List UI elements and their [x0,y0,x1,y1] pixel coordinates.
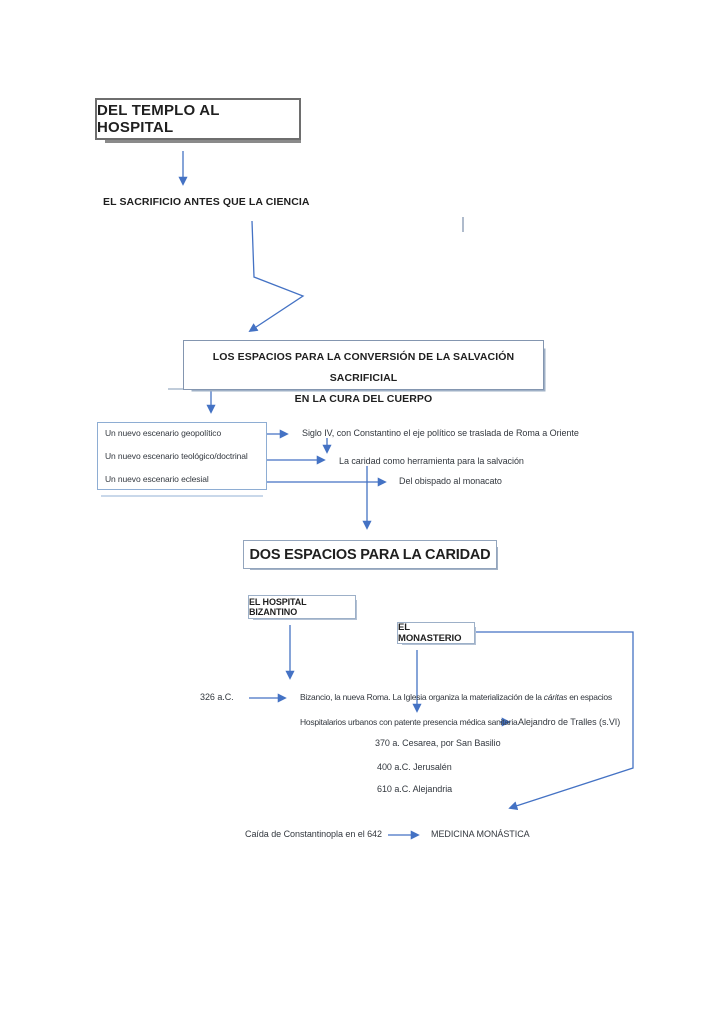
scenario-geopolitico-label: Un nuevo escenario geopolítico [105,428,222,438]
timeline-jerusalen: 400 a.C. Jerusalén [377,762,452,772]
timeline-alejandro: Alejandro de Tralles (s.VI) [518,717,621,727]
hospital-bizantino-title: EL HOSPITAL BIZANTINO [249,597,307,617]
conversion-box [183,340,544,405]
scenarios-box [97,422,267,490]
bizancio-text-caritas: cáritas [543,692,568,702]
detail-geopolitico: Siglo IV, con Constantino el eje político se traslada de Roma a Oriente [302,428,579,438]
timeline-date-326: 326 a.C. [200,692,234,702]
timeline-cesarea: 370 a. Cesarea, por San Basilio [375,738,501,748]
timeline-bizancio-line2: Hospitalarios urbanos con patente presencia médica sanitaria [300,717,518,727]
arrow-subtitle-to-conversion-box [250,221,303,331]
conversion-box-line1: LOS ESPACIOS PARA LA CONVERSIÓN DE LA SALVACIÓN SACRIFICIAL [212,351,515,384]
title-box [95,98,301,140]
dos-espacios-box [243,540,497,569]
timeline-medicina: MEDICINA MONÁSTICA [431,829,530,839]
detail-teologico: La caridad como herramienta para la salvación [339,456,524,466]
hospital-bizantino-box [248,595,356,619]
monasterio-title: EL MONASTERIO [398,622,462,644]
timeline-caida: Caída de Constantinopla en el 642 [245,829,382,839]
page-title: DEL TEMPLO AL HOSPITAL [97,102,220,136]
bizancio-text-pre: Bizancio, la nueva Roma. La Iglesia organiza la materialización de la [300,692,544,702]
detail-eclesial: Del obispado al monacato [399,476,502,486]
bizancio-text-post: en espacios [567,692,612,702]
dos-espacios-title: DOS ESPACIOS PARA LA CARIDAD [249,546,491,563]
timeline-alejandria: 610 a.C. Alejandria [377,784,453,794]
scenario-eclesial-label: Un nuevo escenario eclesial [105,474,209,484]
timeline-bizancio-line1 [300,692,612,702]
scenario-teologico-label: Un nuevo escenario teológico/doctrinal [105,451,248,461]
monasterio-box [397,622,475,644]
subtitle-text: EL SACRIFICIO ANTES QUE LA CIENCIA [103,196,310,208]
conversion-box-line2: EN LA CURA DEL CUERPO [294,393,433,405]
